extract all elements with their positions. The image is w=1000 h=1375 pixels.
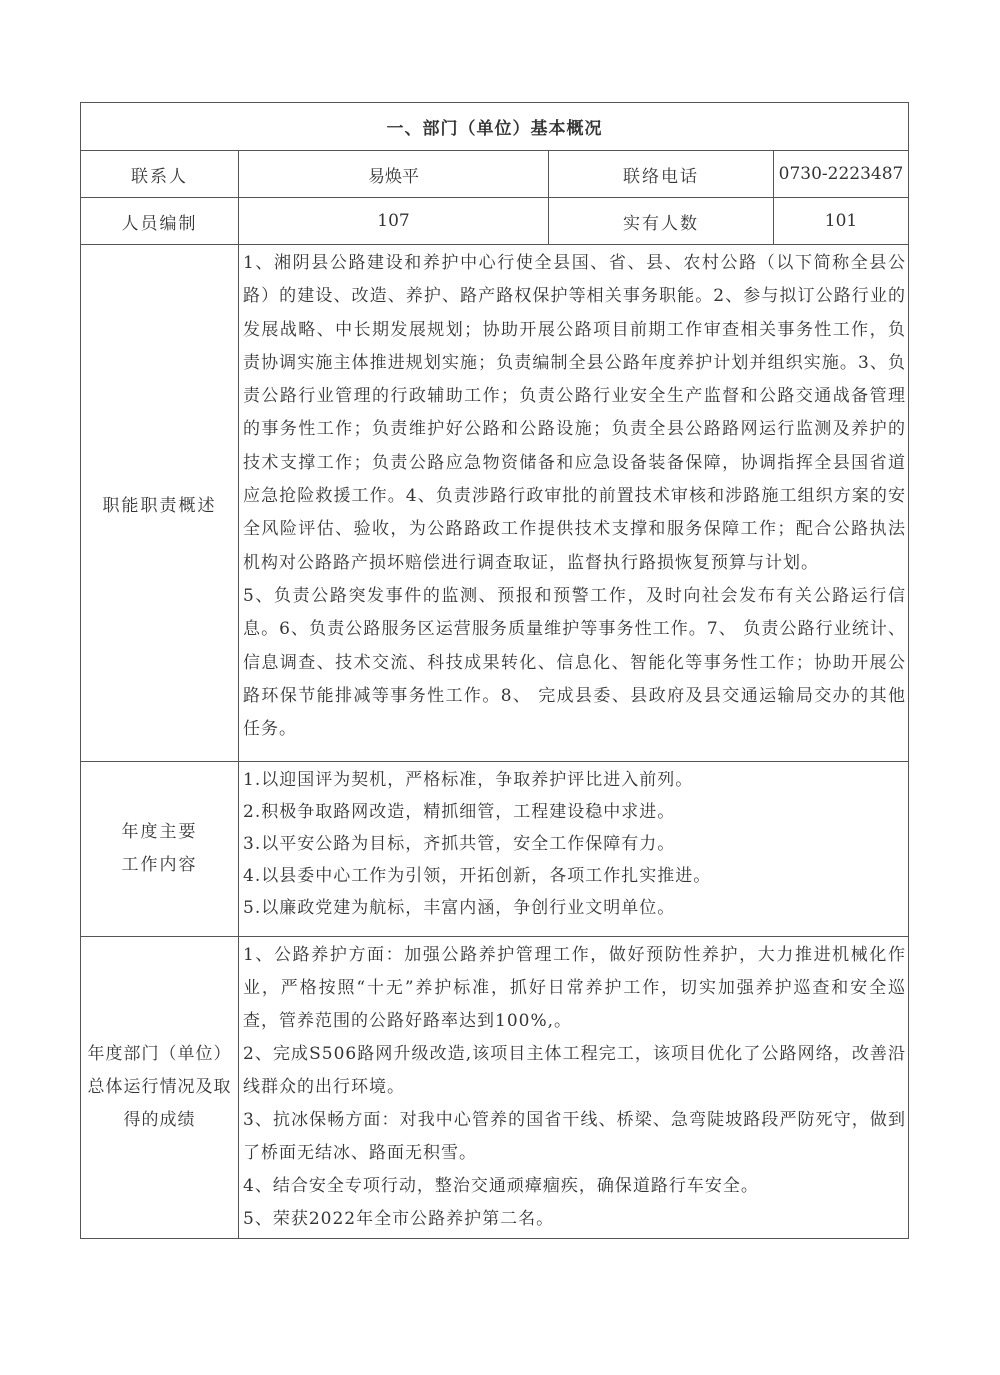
achievements-label	[81, 937, 239, 1239]
annual-work-label-line: 年度主要	[121, 822, 198, 842]
list-item: 5.以廉政党建为航标，丰富内涵，争创行业文明单位。	[243, 898, 676, 918]
achievements-label-line: 得的成绩	[123, 1110, 196, 1130]
table-title: 一、部门（单位）基本概况	[81, 103, 909, 151]
achievements-content	[239, 937, 909, 1239]
list-item: 5、荣获2022年全市公路养护第二名。	[243, 1209, 555, 1229]
duties-label: 职能职责概述	[81, 245, 239, 762]
list-item: 3、抗冰保畅方面：对我中心管养的国省干线、桥梁、急弯陡坡路段严防死守，做到了桥面无结冰、路面无积雪。	[243, 1110, 906, 1163]
list-item: 3.以平安公路为目标，齐抓共管，安全工作保障有力。	[243, 834, 676, 854]
list-item: 4、结合安全专项行动，整治交通顽瘴痼疾，确保道路行车安全。	[243, 1176, 759, 1196]
achievements-label-line: 年度部门（单位）	[87, 1044, 232, 1064]
actual-staff-label: 实有人数	[549, 198, 774, 245]
list-item: 2.积极争取路网改造，精抓细管，工程建设稳中求进。	[243, 802, 676, 822]
list-item: 4.以县委中心工作为引领，开拓创新，各项工作扎实推进。	[243, 866, 712, 886]
duties-row	[81, 245, 909, 762]
duties-content	[239, 245, 909, 762]
annual-work-label	[81, 762, 239, 937]
duties-paragraph: 5、负责公路突发事件的监测、预报和预警工作，及时向社会发布有关公路运行信息。6、负责公路服务区运营服务质量维护等事务性工作。7、 负责公路行业统计、信息调查、技术交流、科技成果转化、信息化、智能化等事务性工作；协助开展公路环保节能排减等事务性工作。8、 完成县委、县政府及县交通运输局交办的其他任务。	[243, 585, 906, 740]
list-item: 2、完成S506路网升级改造,该项目主体工程完工，该项目优化了公路网络，改善沿线群众的出行环境。	[243, 1044, 906, 1097]
annual-work-content	[239, 762, 909, 937]
phone-label: 联络电话	[549, 151, 774, 198]
list-item: 1、公路养护方面：加强公路养护管理工作，做好预防性养护，大力推进机械化作业，严格按照“十无”养护标准，抓好日常养护工作，切实加强养护巡查和安全巡查，管养范围的公路好路率达到100%,。	[243, 945, 906, 1031]
contact-label: 联系人	[81, 151, 239, 198]
staffing-count: 107	[239, 198, 549, 245]
contact-name: 易焕平	[239, 151, 549, 198]
annual-work-row	[81, 762, 909, 937]
basic-overview-table	[80, 102, 909, 1239]
staffing-label: 人员编制	[81, 198, 239, 245]
actual-staff-count: 101	[774, 198, 909, 245]
phone-value: 0730-2223487	[774, 151, 909, 198]
staffing-row	[81, 198, 909, 245]
contact-row	[81, 151, 909, 198]
achievements-row	[81, 937, 909, 1239]
annual-work-label-line: 工作内容	[121, 855, 198, 875]
duties-paragraph: 1、湘阴县公路建设和养护中心行使全县国、省、县、农村公路（以下简称全县公路）的建设、改造、养护、路产路权保护等相关事务职能。2、参与拟订公路行业的发展战略、中长期发展规划；协助开展公路项目前期工作审查相关事务性工作，负责协调实施主体推进规划实施；负责编制全县公路年度养护计划并组织实施。3、负责公路行业管理的行政辅助工作；负责公路行业安全生产监督和公路交通战备管理的事务性工作；负责维护好公路和公路设施；负责全县公路路网运行监测及养护的技术支撑工作；负责公路应急物资储备和应急设备装备保障，协调指挥全县国省道应急抢险救援工作。4、负责涉路行政审批的前置技术审核和涉路施工组织方案的安全风险评估、验收，为公路路政工作提供技术支撑和服务保障工作；配合公路执法机构对公路路产损坏赔偿进行调查取证，监督执行路损恢复预算与计划。	[243, 253, 906, 573]
achievements-label-line: 总体运行情况及取	[87, 1077, 232, 1097]
list-item: 1.以迎国评为契机，严格标准，争取养护评比进入前列。	[243, 770, 694, 790]
